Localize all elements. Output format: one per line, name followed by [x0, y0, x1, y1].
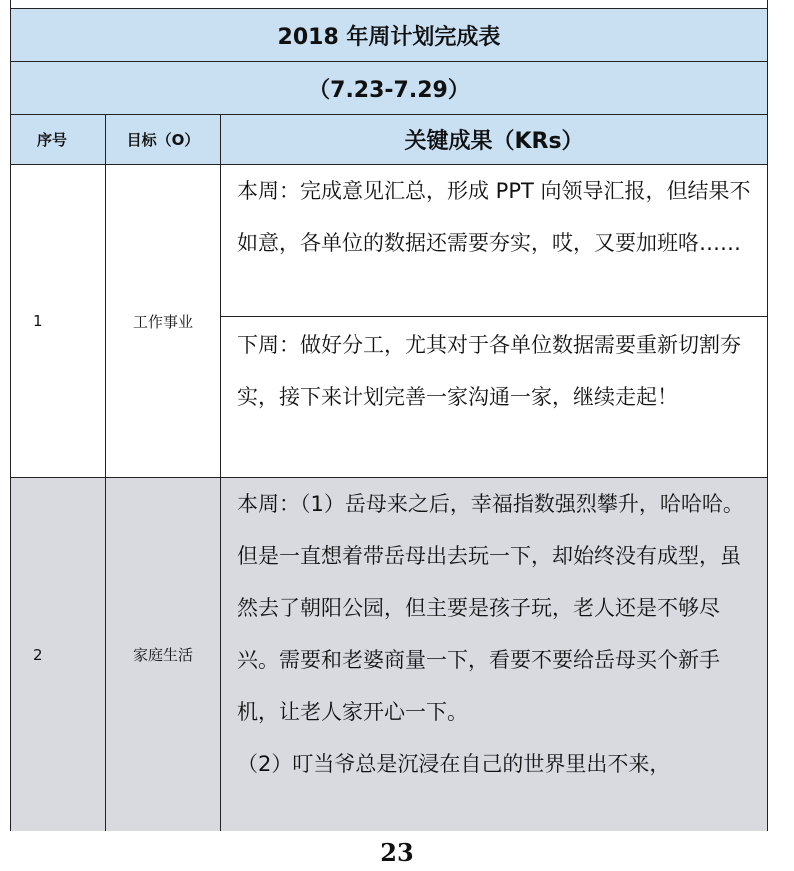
table-title [11, 8, 767, 62]
header-index: 序号 [11, 115, 106, 164]
kr-this-week-text: 本周：（1）岳母来之后，幸福指数强烈攀升，哈哈哈。但是一直想着带岳母出去玩一下，却始终没有成型，虽然去了朝阳公园，但主要是孩子玩，老人还是不够尽兴。需要和老婆商量一下，看要不要给岳母买个新手机，让老人家开心一下。 [237, 492, 744, 724]
kr-item-2-text: （2）叮当爷总是沉浸在自己的世界里出不来， [237, 752, 671, 776]
kr-this-week [221, 478, 767, 831]
header-key-results: 关键成果（KRs） [404, 129, 584, 154]
header-row [11, 115, 767, 165]
table-row [11, 165, 767, 478]
row-index: 2 [11, 478, 106, 831]
kr-this-week-text: 本周：完成意见汇总，形成 PPT 向领导汇报，但结果不如意，各单位的数据还需要夯实，哎，又要加班咯…… [237, 179, 751, 255]
row-index: 1 [11, 165, 106, 477]
kr-this-week [221, 165, 767, 317]
date-range-row [11, 62, 767, 115]
row-objective: 家庭生活 [106, 478, 221, 831]
weekly-plan-table [10, 0, 768, 831]
kr-next-week-text: 下周：做好分工，尤其对于各单位数据需要重新切割夯实，接下来计划完善一家沟通一家，继续走起！ [237, 333, 741, 409]
table-title-text: 2018 年周计划完成表 [277, 24, 501, 50]
kr-next-week [221, 317, 767, 478]
table-row [11, 478, 767, 831]
header-objective: 目标（O） [106, 115, 221, 164]
row-objective: 工作事业 [106, 165, 221, 477]
date-range-text: （7.23-7.29） [308, 77, 470, 103]
page-number: 23 [380, 838, 414, 867]
